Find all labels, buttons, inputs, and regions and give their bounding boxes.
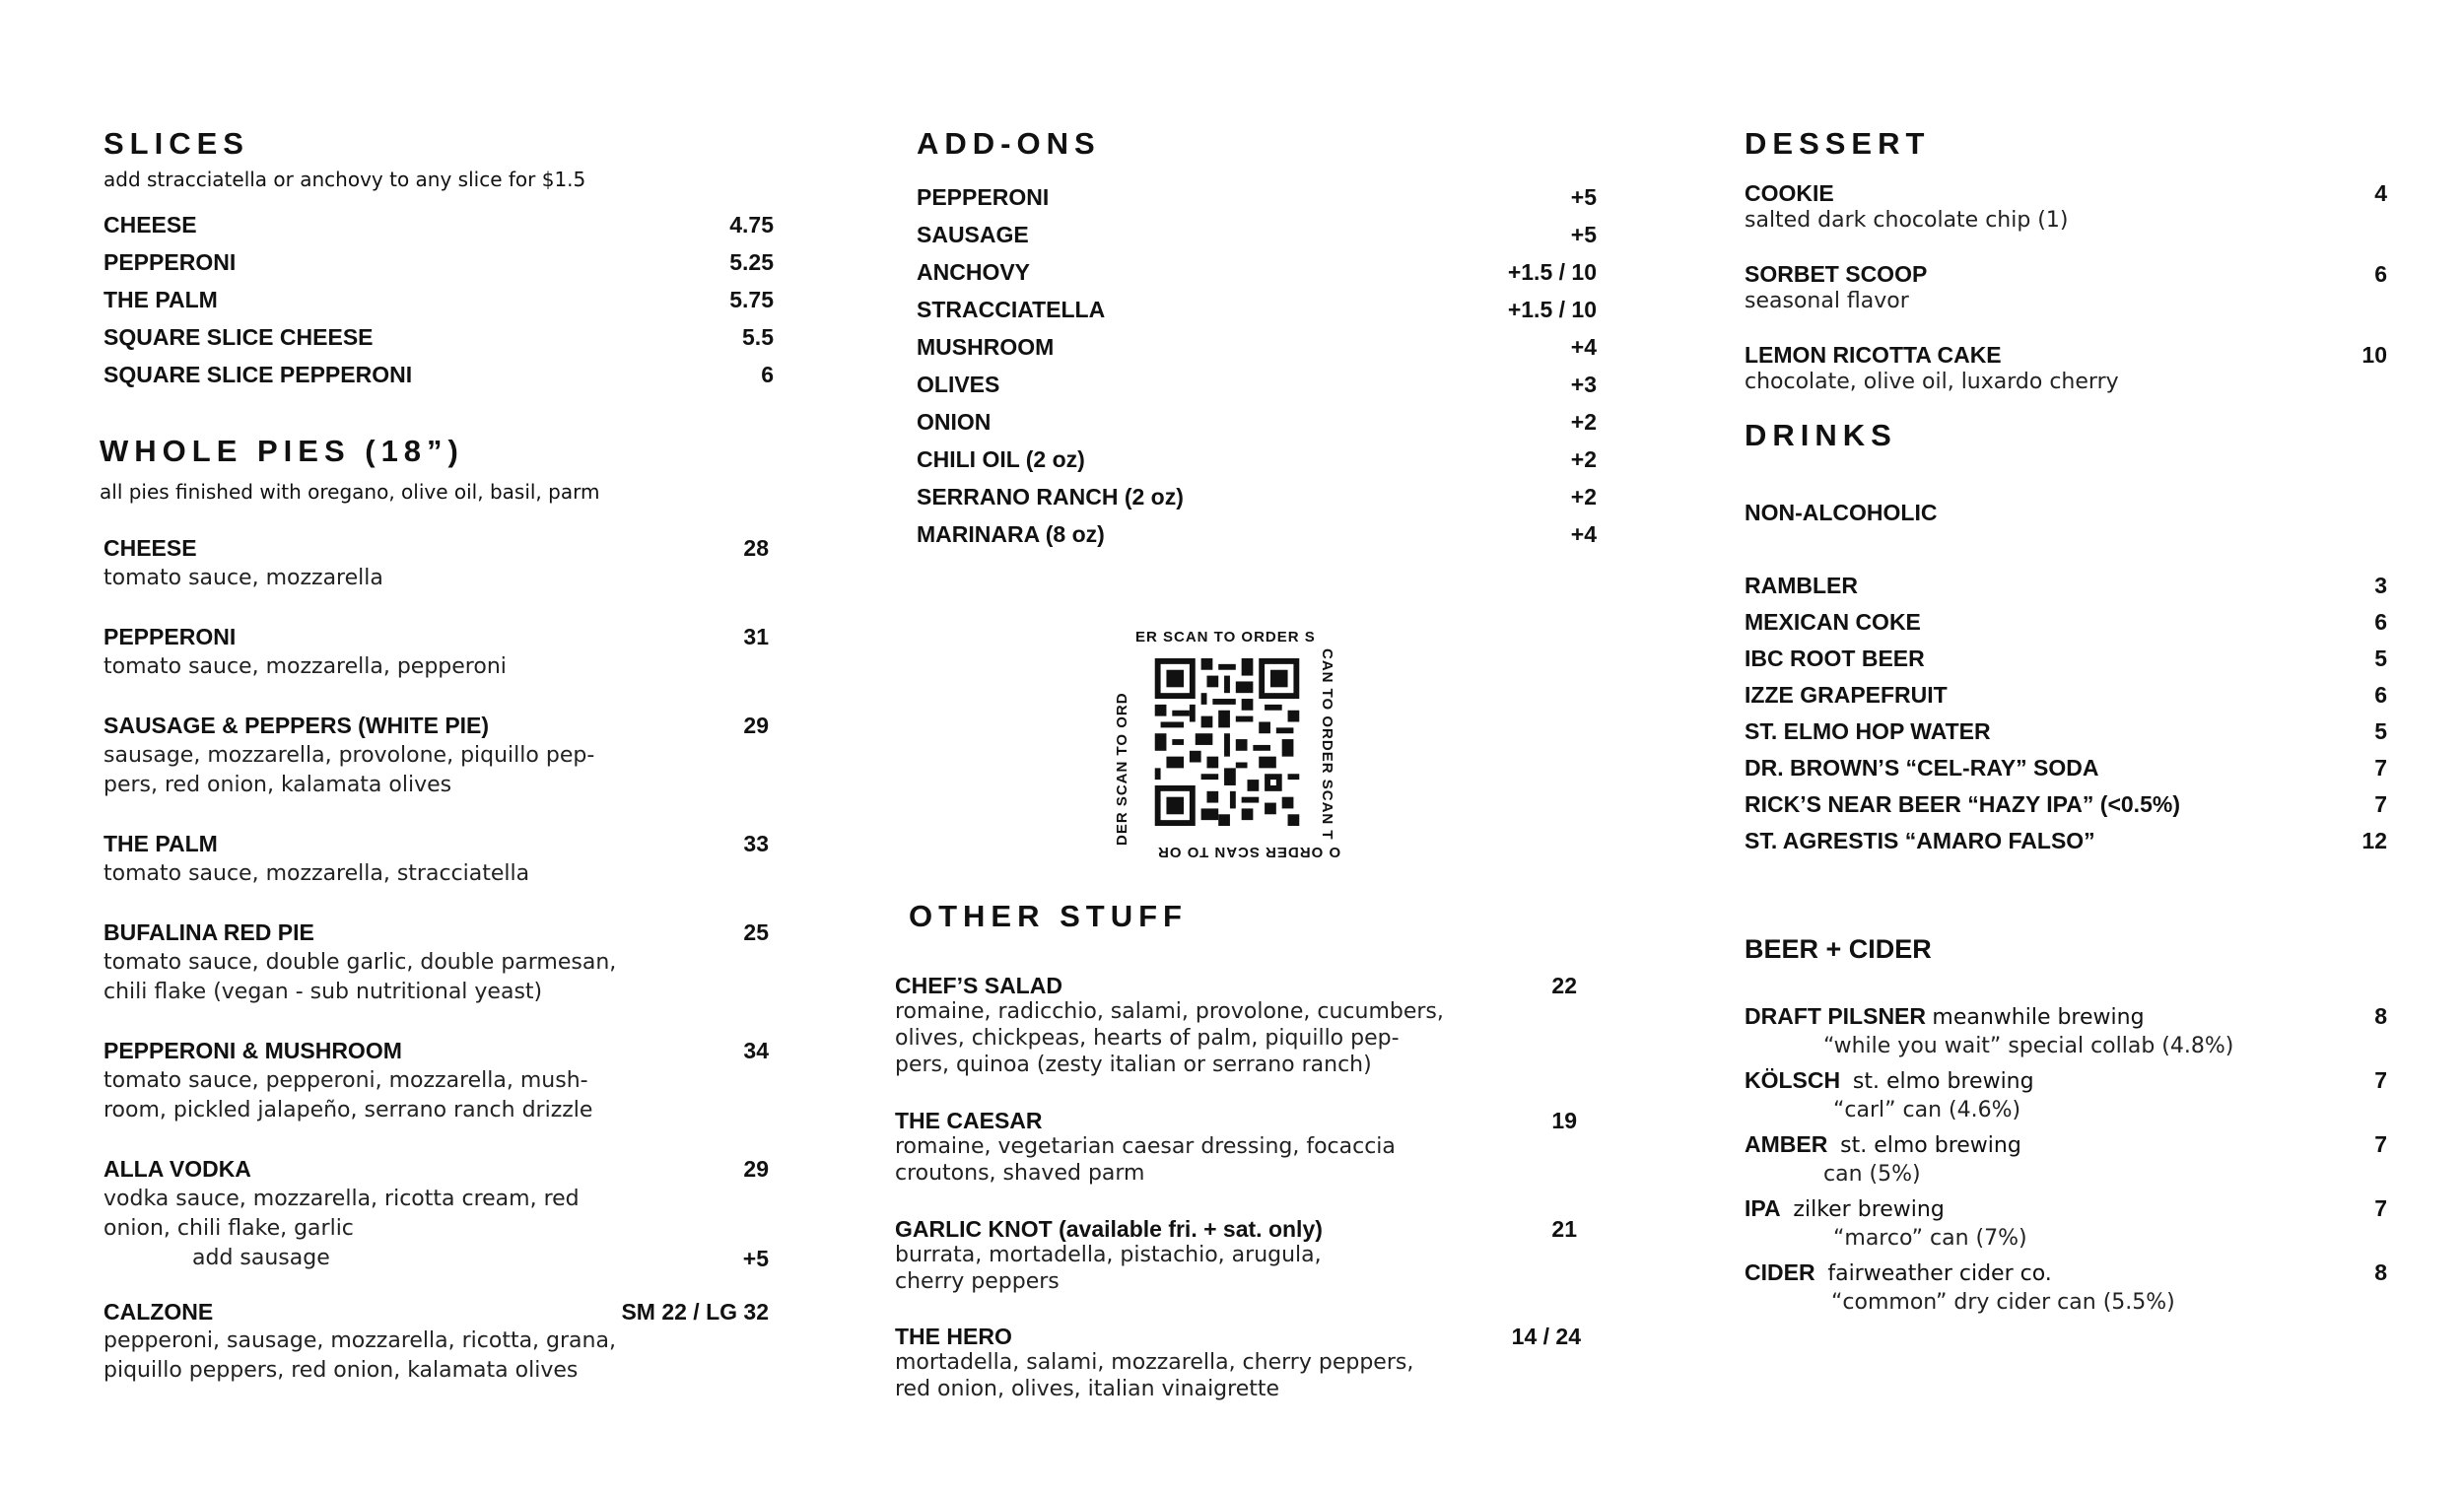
item-price: 14 / 24 <box>1511 1324 1581 1349</box>
qr-ring-right-text: CAN TO ORDER SCAN T <box>1319 648 1335 841</box>
menu-item <box>103 1038 769 1064</box>
item-price: 5.75 <box>729 287 774 312</box>
menu-item <box>1745 342 2387 369</box>
item-maker: st. elmo brewing <box>1852 1069 2034 1094</box>
item-name: CHEESE <box>103 212 197 238</box>
item-price: 7 <box>2374 791 2387 817</box>
item-description: tomato sauce, double garlic, double parmesan, chili flake (vegan - sub nutritional yeast) <box>103 950 617 1004</box>
item-price: +5 <box>1570 222 1597 247</box>
menu-item <box>103 831 769 857</box>
menu-item <box>1745 828 2387 854</box>
item-description: sausage, mozzarella, provolone, piquillo pep- pers, red onion, kalamata olives <box>103 743 595 797</box>
item-name: KÖLSCH st. elmo brewing <box>1745 1067 2034 1094</box>
item-description: tomato sauce, mozzarella, pepperoni <box>103 654 507 679</box>
item-price: 21 <box>1551 1216 1577 1242</box>
item-maker: meanwhile brewing <box>1932 1005 2145 1030</box>
item-name: DRAFT PILSNER meanwhile brewing <box>1745 1003 2145 1030</box>
item-name: PEPPERONI <box>917 184 1050 210</box>
menu-item <box>917 484 1597 510</box>
item-name: RICK’S NEAR BEER “HAZY IPA” (<0.5%) <box>1745 791 2180 817</box>
menu-item <box>1745 573 2387 599</box>
item-price: 5 <box>2374 646 2387 671</box>
item-name: PEPPERONI & MUSHROOM <box>103 1038 402 1063</box>
menu-item <box>103 535 769 562</box>
item-description: tomato sauce, mozzarella, stracciatella <box>103 861 530 886</box>
item-description: salted dark chocolate chip (1) <box>1745 208 2069 233</box>
item-price: 33 <box>743 831 769 856</box>
item-price: 5 <box>2374 718 2387 744</box>
item-price: +5 <box>1570 184 1597 210</box>
item-price: +1.5 / 10 <box>1507 259 1597 285</box>
item-description: romaine, radicchio, salami, provolone, cucumbers, olives, chickpeas, hearts of palm, piquillo pep- pers, quinoa (zesty italian or serrano ranch) <box>895 999 1444 1077</box>
item-price: +4 <box>1570 334 1597 360</box>
item-name: SAUSAGE & PEPPERS (WHITE PIE) <box>103 713 490 738</box>
item-description: tomato sauce, pepperoni, mozzarella, mush- room, pickled jalapeño, serrano ranch drizzle <box>103 1068 593 1122</box>
menu-item <box>103 362 774 388</box>
item-price: +1.5 / 10 <box>1507 297 1597 322</box>
qr-code-block[interactable] <box>1114 629 1350 865</box>
item-name: IBC ROOT BEER <box>1745 646 1925 671</box>
menu-item <box>1745 1131 2387 1158</box>
item-description: pepperoni, sausage, mozzarella, ricotta, grana, piquillo peppers, red onion, kalamata olives <box>103 1328 616 1383</box>
menu-item <box>1745 261 2387 288</box>
other-stuff-title: OTHER STUFF <box>909 899 1188 933</box>
menu-item <box>103 919 769 946</box>
menu-item <box>917 521 1597 548</box>
menu-item <box>1745 609 2387 636</box>
beer-cider-title: BEER + CIDER <box>1745 934 1932 964</box>
item-name: SORBET SCOOP <box>1745 261 1928 287</box>
menu-item <box>1745 682 2387 709</box>
menu-item <box>895 1324 1581 1350</box>
menu-item <box>895 973 1577 999</box>
menu-item <box>917 222 1597 248</box>
item-description: can (5%) <box>1823 1162 1921 1187</box>
item-name: MUSHROOM <box>917 334 1055 360</box>
whole-pies-note: all pies finished with oregano, olive oil, basil, parm <box>100 480 600 504</box>
item-description: vodka sauce, mozzarella, ricotta cream, red onion, chili flake, garlic <box>103 1187 580 1241</box>
item-price: 29 <box>743 1156 769 1182</box>
item-price: 19 <box>1551 1108 1577 1133</box>
item-name: PEPPERONI <box>103 624 237 649</box>
dessert-title: DESSERT <box>1745 126 1931 161</box>
item-price: 7 <box>2374 1195 2387 1221</box>
item-name: ST. ELMO HOP WATER <box>1745 718 1991 744</box>
item-price: 7 <box>2374 1131 2387 1157</box>
item-price: 6 <box>2374 609 2387 635</box>
item-name: THE PALM <box>103 831 218 856</box>
menu-item <box>1745 1003 2387 1030</box>
item-price: SM 22 / LG 32 <box>621 1299 769 1325</box>
menu-item <box>917 409 1597 436</box>
item-name: OLIVES <box>917 372 1000 397</box>
whole-pies-title: WHOLE PIES (18”) <box>100 434 464 468</box>
item-price: +4 <box>1570 521 1597 547</box>
item-price: 31 <box>743 624 769 649</box>
item-name: SQUARE SLICE PEPPERONI <box>103 362 413 387</box>
addon-label: add sausage <box>192 1246 330 1270</box>
menu-item <box>1745 646 2387 672</box>
menu-item <box>917 372 1597 398</box>
menu-item <box>1745 718 2387 745</box>
item-name: RAMBLER <box>1745 573 1858 598</box>
item-description: chocolate, olive oil, luxardo cherry <box>1745 370 2119 394</box>
menu-item <box>1745 791 2387 818</box>
qr-ring-top-text: ER SCAN TO ORDER S <box>1135 629 1316 646</box>
item-description: seasonal flavor <box>1745 289 1909 313</box>
menu-item <box>103 212 774 238</box>
item-price: 7 <box>2374 755 2387 781</box>
item-name: BUFALINA RED PIE <box>103 919 314 945</box>
item-price: 12 <box>2361 828 2387 853</box>
menu-item <box>917 184 1597 211</box>
item-price: +3 <box>1570 372 1597 397</box>
item-description: tomato sauce, mozzarella <box>103 566 383 590</box>
item-name: SQUARE SLICE CHEESE <box>103 324 374 350</box>
item-maker: st. elmo brewing <box>1840 1133 2021 1158</box>
item-name: STRACCIATELLA <box>917 297 1106 322</box>
item-name: LEMON RICOTTA CAKE <box>1745 342 2002 368</box>
menu-item <box>917 259 1597 286</box>
item-name: ALLA VODKA <box>103 1156 251 1182</box>
item-price: +2 <box>1570 484 1597 510</box>
menu-item <box>895 1216 1577 1243</box>
item-price: 6 <box>2374 682 2387 708</box>
item-name: PEPPERONI <box>103 249 237 275</box>
item-price: 5.5 <box>742 324 774 350</box>
qr-ring-left-text: DER SCAN TO ORD <box>1114 692 1130 846</box>
item-name: CALZONE <box>103 1299 214 1325</box>
item-maker: fairweather cider co. <box>1827 1261 2052 1286</box>
menu-item <box>917 297 1597 323</box>
item-name: DR. BROWN’S “CEL-RAY” SODA <box>1745 755 2099 781</box>
item-name: SAUSAGE <box>917 222 1029 247</box>
item-price: 3 <box>2374 573 2387 598</box>
non-alcoholic-title: NON-ALCOHOLIC <box>1745 500 1938 525</box>
slices-title: SLICES <box>103 126 249 161</box>
item-name: THE HERO <box>895 1324 1012 1349</box>
drinks-title: DRINKS <box>1745 418 1897 452</box>
menu-item <box>103 1156 769 1183</box>
item-name: SERRANO RANCH (2 oz) <box>917 484 1184 510</box>
qr-code-icon <box>1153 658 1301 826</box>
item-description: “carl” can (4.6%) <box>1833 1098 2021 1122</box>
menu-item <box>917 334 1597 361</box>
item-description: “while you wait” special collab (4.8%) <box>1823 1034 2234 1058</box>
item-price: 4 <box>2374 180 2387 206</box>
item-maker: zilker brewing <box>1793 1197 1945 1222</box>
menu-item <box>1745 1195 2387 1222</box>
menu-item <box>1745 180 2387 207</box>
item-price: 5.25 <box>729 249 774 275</box>
item-name: CHEF’S SALAD <box>895 973 1062 998</box>
menu-item <box>895 1108 1577 1134</box>
menu-item <box>103 624 769 650</box>
item-price: +2 <box>1570 409 1597 435</box>
menu-item <box>103 1299 769 1326</box>
item-name: GARLIC KNOT (available fri. + sat. only) <box>895 1216 1323 1242</box>
item-name: CHILI OIL (2 oz) <box>917 446 1085 472</box>
item-name: CIDER fairweather cider co. <box>1745 1259 2052 1286</box>
item-name: CHEESE <box>103 535 197 561</box>
item-name: COOKIE <box>1745 180 1834 206</box>
qr-ring-bottom-text: O ORDER SCAN TO OR <box>1156 844 1340 860</box>
item-name: ST. AGRESTIS “AMARO FALSO” <box>1745 828 2095 853</box>
item-price: 7 <box>2374 1067 2387 1093</box>
item-price: 22 <box>1551 973 1577 998</box>
item-price: +2 <box>1570 446 1597 472</box>
item-name: MEXICAN COKE <box>1745 609 1921 635</box>
item-name: ONION <box>917 409 992 435</box>
item-price: 25 <box>743 919 769 945</box>
item-price: 6 <box>2374 261 2387 287</box>
item-description: burrata, mortadella, pistachio, arugula, cherry peppers <box>895 1243 1322 1294</box>
item-description: “marco” can (7%) <box>1833 1226 2027 1251</box>
menu-item <box>1745 1259 2387 1286</box>
item-price: 10 <box>2361 342 2387 368</box>
item-name: THE PALM <box>103 287 218 312</box>
menu-item <box>103 324 774 351</box>
item-description: “common” dry cider can (5.5%) <box>1831 1290 2175 1315</box>
menu-item <box>103 249 774 276</box>
item-price: 4.75 <box>729 212 774 238</box>
menu-item <box>1745 755 2387 782</box>
item-price: 29 <box>743 713 769 738</box>
item-name: IPA zilker brewing <box>1745 1195 1945 1222</box>
addons-title: ADD-ONS <box>917 126 1101 161</box>
item-price: 6 <box>761 362 774 387</box>
item-name: AMBER st. elmo brewing <box>1745 1131 2021 1158</box>
addon-price: +5 <box>742 1246 769 1271</box>
item-price: 8 <box>2374 1003 2387 1029</box>
item-price: 8 <box>2374 1259 2387 1285</box>
item-price: 28 <box>743 535 769 561</box>
menu-item <box>103 713 769 739</box>
menu-item <box>103 287 774 313</box>
item-description: romaine, vegetarian caesar dressing, focaccia croutons, shaved parm <box>895 1134 1396 1186</box>
item-description: mortadella, salami, mozzarella, cherry peppers, red onion, olives, italian vinaigrette <box>895 1350 1414 1401</box>
item-name: THE CAESAR <box>895 1108 1043 1133</box>
menu-item <box>917 446 1597 473</box>
menu-item <box>1745 1067 2387 1094</box>
item-name: IZZE GRAPEFRUIT <box>1745 682 1948 708</box>
item-name: ANCHOVY <box>917 259 1031 285</box>
slices-note: add stracciatella or anchovy to any slice for $1.5 <box>103 168 586 191</box>
item-name: MARINARA (8 oz) <box>917 521 1105 547</box>
item-price: 34 <box>743 1038 769 1063</box>
